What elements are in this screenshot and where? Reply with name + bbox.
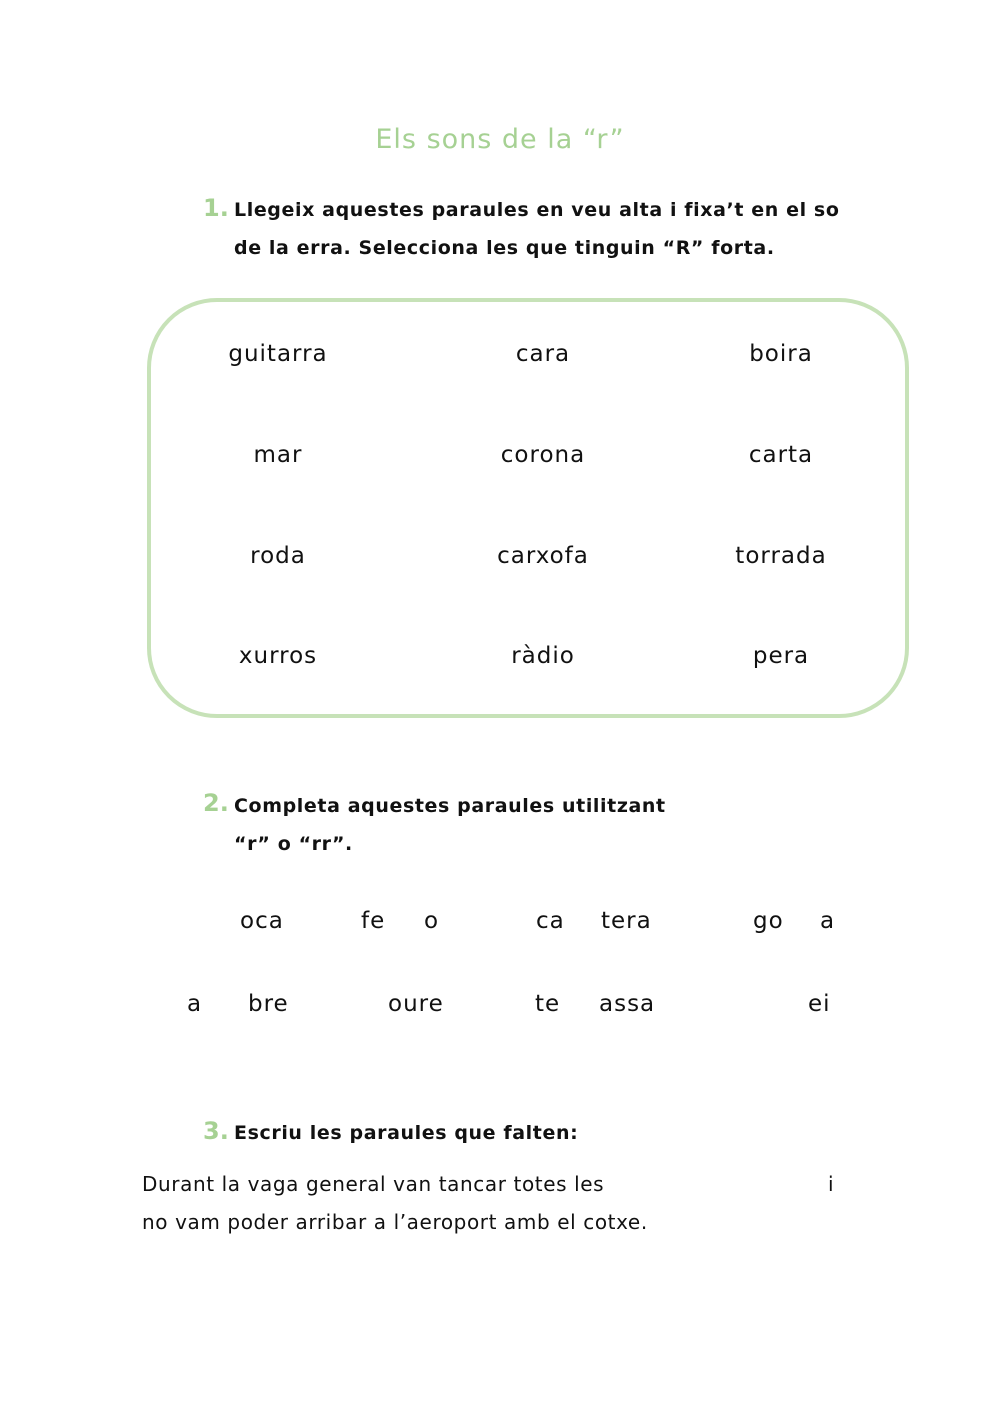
word-option[interactable]: boira bbox=[749, 341, 813, 367]
word-fragment: bre bbox=[248, 991, 289, 1017]
page-title: Els sons de la “r” bbox=[375, 124, 625, 155]
question-3-line-1: Escriu les paraules que falten: bbox=[234, 1122, 579, 1144]
word-fragment: go bbox=[753, 908, 784, 934]
sentence-line-2: no vam poder arribar a l’aeroport amb el cotxe. bbox=[142, 1210, 648, 1234]
question-1-number: 1. bbox=[203, 194, 229, 222]
question-3-number: 3. bbox=[203, 1117, 229, 1145]
word-fragment: a bbox=[820, 908, 836, 934]
question-2-number: 2. bbox=[203, 789, 229, 817]
word-option[interactable]: carxofa bbox=[497, 543, 589, 569]
word-option[interactable]: torrada bbox=[735, 543, 827, 569]
question-1-line-2: de la erra. Selecciona les que tinguin “R” forta. bbox=[234, 237, 775, 259]
word-option[interactable]: guitarra bbox=[228, 341, 328, 367]
question-2-line-1: Completa aquestes paraules utilitzant bbox=[234, 795, 666, 817]
word-option[interactable]: mar bbox=[253, 442, 303, 468]
word-fragment: ei bbox=[808, 991, 831, 1017]
word-fragment: a bbox=[187, 991, 203, 1017]
word-fragment: assa bbox=[599, 991, 656, 1017]
sentence-line-1-end: i bbox=[828, 1172, 835, 1196]
word-option[interactable]: roda bbox=[250, 543, 306, 569]
word-option[interactable]: ràdio bbox=[511, 643, 575, 669]
word-fragment: ca bbox=[536, 908, 565, 934]
sentence-line-1: Durant la vaga general van tancar totes les bbox=[142, 1172, 605, 1196]
question-1-line-1: Llegeix aquestes paraules en veu alta i fixa’t en el so bbox=[234, 199, 840, 221]
word-option[interactable]: xurros bbox=[238, 643, 318, 669]
word-fragment: te bbox=[535, 991, 561, 1017]
word-fragment: o bbox=[424, 908, 440, 934]
word-fragment: fe bbox=[361, 908, 386, 934]
word-option[interactable]: cara bbox=[515, 341, 571, 367]
word-option[interactable]: pera bbox=[752, 643, 810, 669]
question-2-line-2: “r” o “rr”. bbox=[234, 833, 353, 855]
word-fragment: oure bbox=[388, 991, 444, 1017]
word-option[interactable]: corona bbox=[500, 442, 586, 468]
word-fragment: tera bbox=[601, 908, 652, 934]
word-option[interactable]: carta bbox=[748, 442, 814, 468]
word-fragment: oca bbox=[240, 908, 284, 934]
